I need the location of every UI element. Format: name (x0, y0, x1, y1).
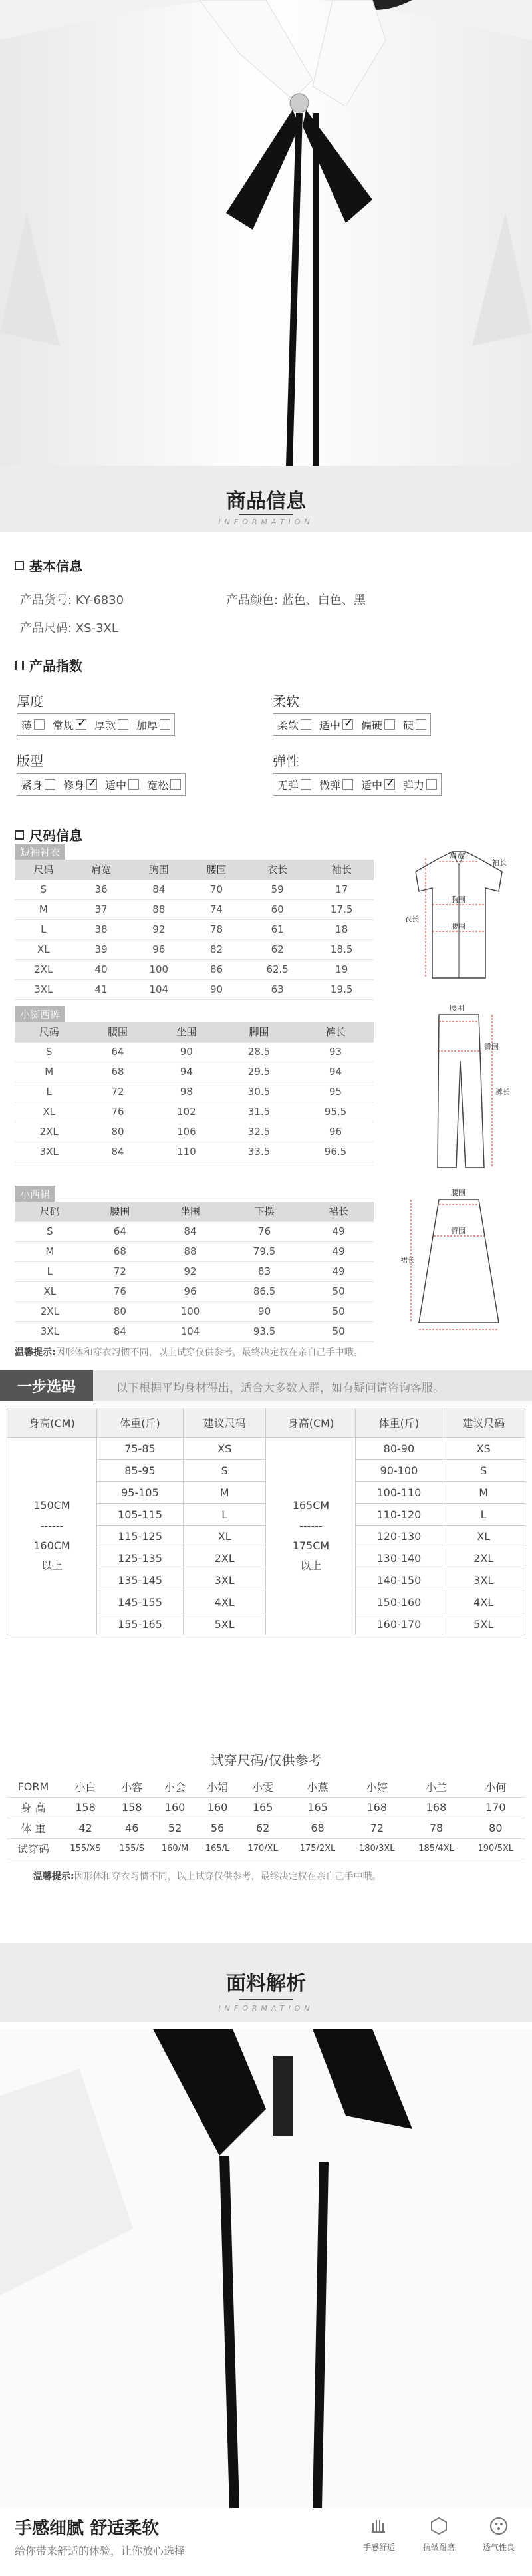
index-option[interactable]: 紧身 (17, 774, 59, 795)
diagram-label: 衣长 (404, 915, 419, 923)
table-row: 145-155 4XL 150-160 4XL (7, 1591, 525, 1613)
product-photo-top (0, 0, 532, 466)
index-option[interactable]: 厚款 (90, 714, 132, 735)
table-row: L 72 98 30.5 95 (15, 1082, 374, 1102)
trial-table (7, 1776, 525, 1859)
info-band-subtitle: INFORMATION (218, 518, 314, 526)
diagram-label: 腰围 (450, 1004, 464, 1013)
grid-icon (15, 561, 24, 570)
table-row: 135-145 3XL 140-150 3XL (7, 1569, 525, 1591)
index-label-elasticity: 弹性 (273, 753, 299, 769)
skirt-size-tag: 小西裙 (15, 1186, 55, 1202)
diagram-label: 裤长 (495, 1088, 510, 1096)
diagram-label: 腰围 (451, 922, 466, 931)
fabric-band-subtitle: INFORMATION (218, 2004, 314, 2012)
grid-icon (15, 830, 24, 840)
table-row: 85-95 S 90-100 S (7, 1460, 525, 1482)
basic-field-color: 产品颜色: 蓝色、白色、黑 (226, 593, 366, 607)
table-row: FORM 小白 小容 小会 小娟 小雯 小燕 小婷 小兰 小何 (7, 1776, 525, 1797)
trial-note: 温馨提示:因形体和穿衣习惯不同，以上试穿仅供参考，最终决定权在亲自己手中哦。 (33, 1871, 382, 1882)
table-row: 150CM ------ 160CM 以上 75-85 XS 165CM ------ 175CM 以上 80-90 XS (7, 1438, 525, 1460)
table-row: 115-125 XL 120-130 XL (7, 1526, 525, 1547)
diagram-label: 袖长 (492, 858, 507, 867)
feature-hand-comfort: 手感舒适 (356, 2516, 402, 2553)
table-row: XL 76 96 86.5 50 (15, 1281, 374, 1301)
table-row: 155-165 5XL 160-170 5XL (7, 1613, 525, 1635)
table-row: 身 高 158 158 160 160 165 165 168 168 170 (7, 1797, 525, 1818)
table-row: 试穿码 155/XS 155/S 160/M 165/L 170/XL 175/2XL 180/3XL 185/4XL 190/5XL (7, 1838, 525, 1859)
feature-breathable: 透气性良 (475, 2516, 522, 2553)
trial-title: 试穿尺码/仅供参考 (210, 1752, 322, 1768)
fabric-band (0, 1943, 532, 2022)
shirt-measure-diagram (392, 845, 525, 998)
index-option[interactable]: 微弹 (315, 774, 357, 795)
bars-icon (15, 661, 24, 670)
index-option[interactable]: 宽松 (143, 774, 185, 795)
table-row: M 37 88 74 60 17.5 (15, 899, 374, 919)
diagram-label: 臀围 (451, 1227, 466, 1235)
table-row: 105-115 L 110-120 L (7, 1504, 525, 1526)
size-pick-title: 一步选码 (0, 1370, 93, 1401)
table-row: XL 76 102 31.5 95.5 (15, 1102, 374, 1122)
wrinkle-resistant-icon (429, 2516, 449, 2536)
index-option[interactable]: 偏硬 (357, 714, 399, 735)
pants-size-table: 尺码 腰围 坐围 脚围 裤长 S 64 90 28.5 93 M 68 94 29.5 94 L 72 98 30.5 95 XL 76 102 31.5 95.5 2XL 80 106 32.5 96 3XL 84 110 33.5 96.5 (15, 1022, 374, 1162)
skirt-measure-diagram (399, 1183, 519, 1336)
table-row: 2XL 80 100 90 50 (15, 1301, 374, 1321)
feature-wrinkle-resistant: 抗皱耐磨 (416, 2516, 462, 2553)
diagram-label: 腰围 (451, 1188, 466, 1197)
diagram-label: 臀围 (484, 1043, 499, 1051)
info-band-title: 商品信息 (226, 490, 306, 513)
fabric-photo (0, 2029, 532, 2508)
table-row: S 36 84 70 59 17 (15, 880, 374, 899)
basic-info-heading: 基本信息 (15, 556, 82, 575)
index-option[interactable]: 适中 (101, 774, 143, 795)
index-options-elasticity (273, 773, 442, 796)
index-option[interactable]: 适中 ✓ (357, 774, 399, 795)
breathable-icon (489, 2516, 509, 2536)
basic-field-sku: 产品货号: KY-6830 (20, 593, 124, 607)
fabric-headline: 手感细腻 舒适柔软 (15, 2519, 160, 2539)
table-row: L 38 92 78 61 18 (15, 919, 374, 939)
diagram-label: 裙长 (400, 1256, 415, 1265)
index-option[interactable]: 柔软 (273, 714, 315, 735)
band-divider (239, 514, 293, 515)
skirt-size-table: 尺码 腰围 坐围 下摆 裙长 S 64 84 76 49 M 68 88 79.5 49 L 72 92 83 49 XL 76 96 86.5 50 2XL 80 100 90 50 3XL 84 104 93.5 50 (15, 1202, 374, 1342)
fabric-subtitle: 给你带来舒适的体验，让你放心选择 (15, 2545, 186, 2557)
table-row: 2XL 40 100 86 62.5 19 (15, 959, 374, 979)
index-option[interactable]: 加厚 (132, 714, 174, 735)
pants-measure-diagram (399, 1001, 519, 1174)
index-options-fit (17, 773, 186, 796)
index-option[interactable]: 硬 (399, 714, 430, 735)
index-option[interactable]: 弹力 (399, 774, 441, 795)
table-row: M 68 94 29.5 94 (15, 1062, 374, 1082)
index-label-fit: 版型 (17, 753, 43, 769)
index-option[interactable]: 常规 ✓ (49, 714, 90, 735)
index-options-thickness (17, 713, 175, 736)
table-row: 3XL 41 104 90 63 19.5 (15, 979, 374, 999)
table-row: 3XL 84 104 93.5 50 (15, 1321, 374, 1341)
index-option[interactable]: 修身 ✓ (59, 774, 101, 795)
table-row: S 64 84 76 49 (15, 1221, 374, 1241)
size-note: 温馨提示:因形体和穿衣习惯不同，以上试穿仅供参考，最终决定权在亲自己手中哦。 (15, 1347, 363, 1358)
index-label-softness: 柔软 (273, 693, 299, 709)
index-options-softness (273, 713, 431, 736)
index-option[interactable]: 无弹 (273, 774, 315, 795)
table-row: 125-135 2XL 130-140 2XL (7, 1547, 525, 1569)
table-row: 3XL 84 110 33.5 96.5 (15, 1142, 374, 1162)
table-row: 体 重 42 46 52 56 62 68 72 78 80 (7, 1818, 525, 1838)
table-row: 95-105 M 100-110 M (7, 1482, 525, 1504)
table-row: M 68 88 79.5 49 (15, 1241, 374, 1261)
basic-field-size: 产品尺码: XS-3XL (20, 621, 118, 635)
hand-comfort-icon (369, 2516, 389, 2536)
size-pick-desc: 以下根据平均身材得出，适合大多数人群，如有疑问请咨询客服。 (116, 1382, 444, 1395)
band-divider (239, 1999, 293, 2000)
table-row: XL 39 96 82 62 18.5 (15, 939, 374, 959)
shirt-size-table: 尺码 肩宽 胸围 腰围 衣长 袖长 S 36 84 70 59 17 M 37 88 74 60 17.5 L 38 92 78 61 18 XL 39 96 82 62 18.5 2XL 40 100 86 62.5 19 3XL 41 104 90 63 19.5 (15, 860, 374, 1000)
size-pick-bar (0, 1370, 532, 1401)
table-row: S 64 90 28.5 93 (15, 1042, 374, 1062)
diagram-label: 肩宽 (450, 852, 464, 860)
size-heading: 尺码信息 (15, 825, 82, 844)
shirt-size-tag: 短袖衬衣 (15, 844, 65, 860)
index-label-thickness: 厚度 (17, 693, 43, 709)
diagram-label: 胸围 (451, 895, 466, 904)
table-row: L 72 92 83 49 (15, 1261, 374, 1281)
info-band (0, 466, 532, 532)
index-heading: 产品指数 (15, 655, 82, 675)
table-row: 2XL 80 106 32.5 96 (15, 1122, 374, 1142)
pants-size-tag: 小脚西裤 (15, 1006, 65, 1023)
size-pick-table: 身高(CM) 体重(斤) 建议尺码 身高(CM) 体重(斤) 建议尺码 150CM ------ 160CM 以上 75-85 XS 165CM ------ 175CM 以上 80-90 XS 85-95 S 90-100 S 95-105 M 100-110 M 105-115 L 110-120 L 115-125 XL 120-130 XL 125-135 2XL 130-140 2XL 135-145 3XL 140-150 3XL 145-155 4XL 150-160 4XL 155-165 5XL 160-170 5XL (7, 1408, 525, 1635)
index-option[interactable]: 适中 ✓ (315, 714, 357, 735)
index-option[interactable]: 薄 (17, 714, 49, 735)
fabric-band-title: 面料解析 (226, 1972, 306, 1995)
